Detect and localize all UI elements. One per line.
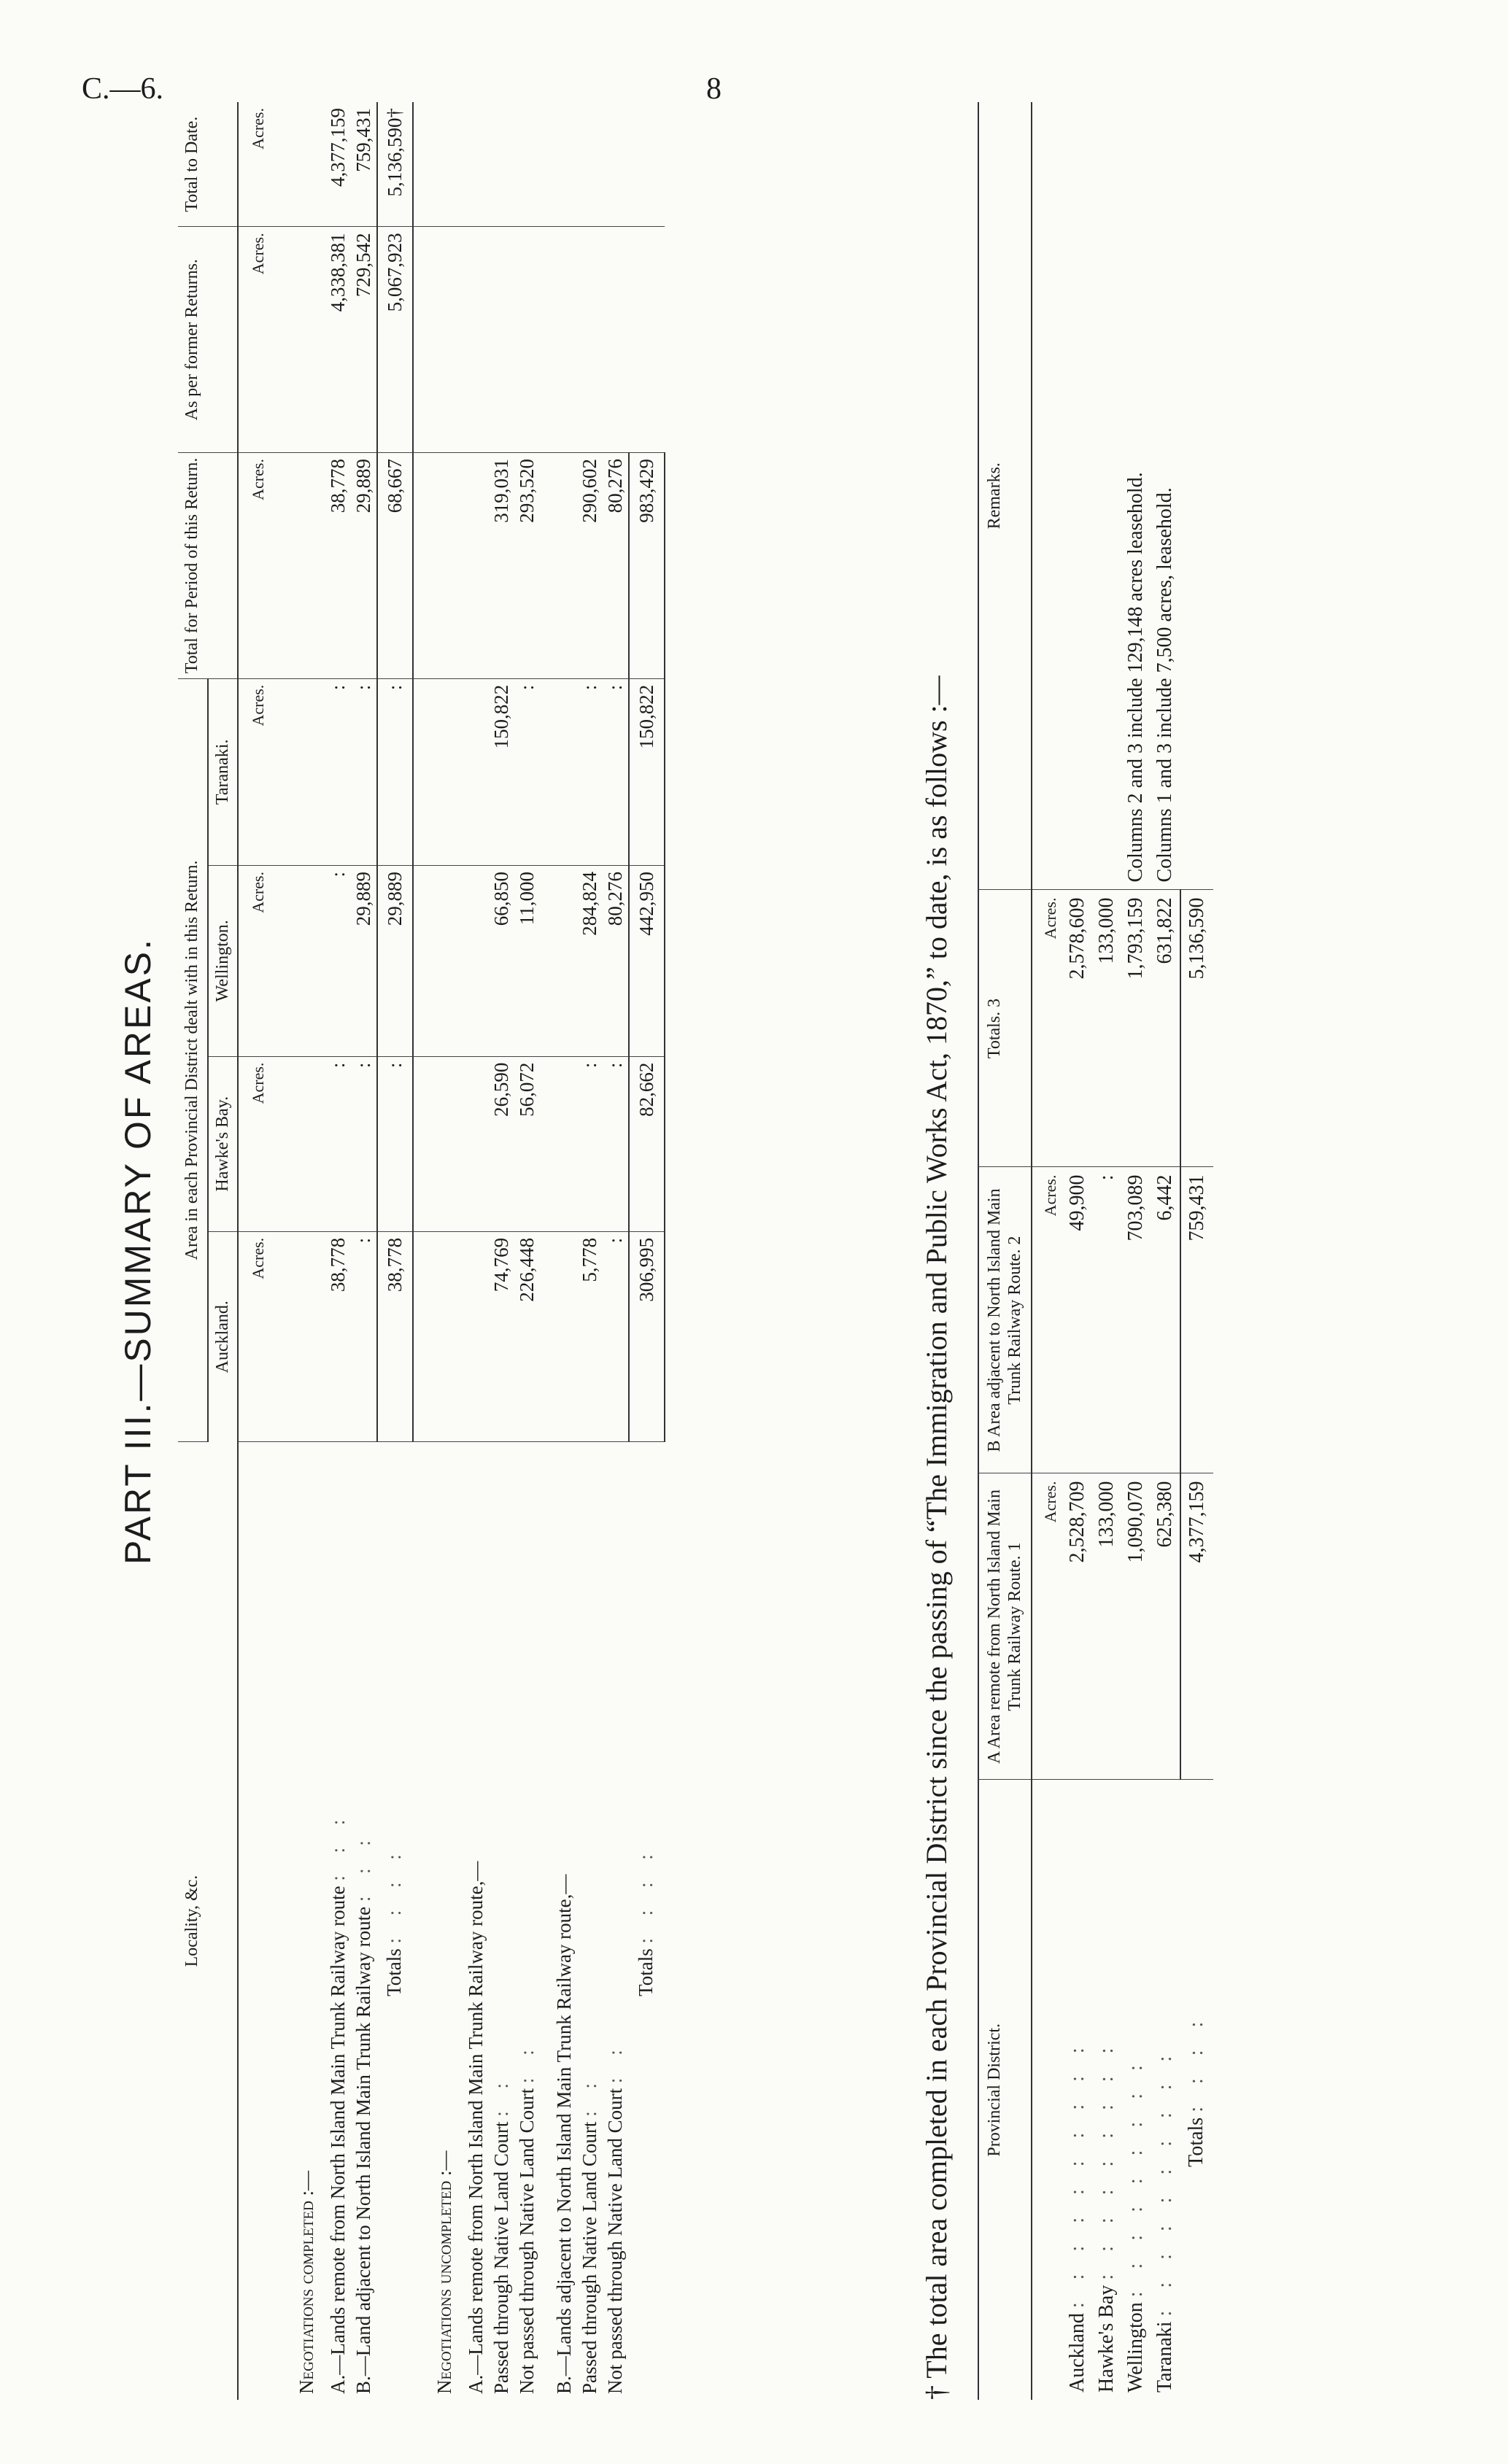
cell-taranaki: : — [577, 678, 603, 865]
cell-area-a: 4,377,159 — [1180, 1473, 1213, 1780]
cell-auckland: : — [351, 1231, 377, 1441]
cell-total-period: 68,667 — [377, 453, 413, 679]
page-title: PART III.—SUMMARY OF AREAS. — [117, 937, 158, 1565]
cell-former-returns: 729,542 — [351, 227, 377, 453]
cell-auckland: 74,769 — [489, 1231, 514, 1441]
cell-wellington: 80,276 — [603, 865, 629, 1056]
cell-hawkes-bay: : — [351, 1056, 377, 1231]
cell-total-period: 983,429 — [629, 453, 665, 679]
cell-hawkes-bay: : — [377, 1056, 413, 1231]
totals-label: Totals : : : : — [383, 1845, 406, 1996]
cell-area-b: 703,089 — [1121, 1167, 1151, 1473]
district-totals-table — [978, 102, 1213, 2400]
totals-row — [629, 102, 665, 2400]
district-name: Hawke's Bay : : : : : : : : : — [1095, 2039, 1118, 2393]
uncompleted-b-label: B.—Lands adjacent to North Island Main Trunk Railway route,— — [553, 1874, 576, 2394]
units-row — [238, 102, 275, 2400]
col-header-district: Provincial District. — [978, 1780, 1032, 2400]
cell-area-b: 759,431 — [1180, 1167, 1213, 1473]
cell-total-period: 319,031 — [489, 453, 514, 679]
cell-remarks: Columns 2 and 3 include 129,148 acres leasehold. — [1121, 102, 1151, 890]
cell-total-period: 29,889 — [351, 453, 377, 679]
cell-total: 2,578,609 — [1063, 890, 1092, 1167]
cell-taranaki: : — [325, 678, 351, 865]
col-header-former-returns: As per former Returns. — [178, 227, 238, 453]
cell-area-a: 133,000 — [1092, 1473, 1121, 1780]
cell-area-b: 49,900 — [1063, 1167, 1092, 1473]
cell-total-period: 38,778 — [325, 453, 351, 679]
cell-hawkes-bay: : — [325, 1056, 351, 1231]
cell-wellington: 442,950 — [629, 865, 665, 1056]
table-row — [1063, 102, 1092, 2400]
section-heading-row — [275, 102, 325, 2400]
cell-wellington: 29,889 — [351, 865, 377, 1056]
cell-taranaki: 150,822 — [489, 678, 514, 865]
unit-label: Acres. — [238, 678, 275, 865]
subsection-heading-row — [463, 102, 489, 2400]
cell-remarks — [1092, 102, 1121, 890]
district-name: Taranaki : : : : : : : : : : — [1153, 2047, 1177, 2393]
totals-row — [377, 102, 413, 2400]
totals-label: Totals : : : : — [1185, 2012, 1208, 2167]
uncompleted-a-label: A.—Lands remote from North Island Main Trunk Railway route,— — [465, 1861, 487, 2394]
unit-label: Acres. — [1032, 1473, 1063, 1780]
col-header-area-b: B Area adjacent to North Island Main Trunk Railway Route. 2 — [978, 1167, 1032, 1473]
cell-hawkes-bay: : — [603, 1056, 629, 1231]
col-header-total-period: Total for Period of this Return. — [178, 453, 238, 679]
cell-total: 631,822 — [1151, 890, 1180, 1167]
col-header-total-to-date: Total to Date. — [178, 102, 238, 227]
row-label: Not passed through Native Land Court : : — [604, 2041, 627, 2394]
cell-taranaki: : — [514, 678, 540, 865]
cell-hawkes-bay: : — [577, 1056, 603, 1231]
table-row — [351, 102, 377, 2400]
col-header-taranaki: Taranaki. — [208, 678, 239, 865]
cell-area-a: 2,528,709 — [1063, 1473, 1092, 1780]
unit-label: Acres. — [238, 1231, 275, 1441]
cell-taranaki: : — [377, 678, 413, 865]
cell-total-period: 293,520 — [514, 453, 540, 679]
unit-label: Acres. — [238, 227, 275, 453]
col-header-locality: Locality, &c. — [178, 1442, 238, 2400]
cell-area-b: : — [1092, 1167, 1121, 1473]
table-row — [325, 102, 351, 2400]
cell-hawkes-bay: 26,590 — [489, 1056, 514, 1231]
cell-total: 1,793,159 — [1121, 890, 1151, 1167]
units-row — [1032, 102, 1063, 2400]
table-row — [577, 102, 603, 2400]
unit-label: Acres. — [238, 865, 275, 1056]
row-label: Passed through Native Land Court : : — [579, 2074, 601, 2394]
row-label: A.—Lands remote from North Island Main Trunk Railway route : : : — [327, 1810, 349, 2394]
district-name: Auckland : : : : : : : : : : — [1066, 2039, 1089, 2393]
table-row — [603, 102, 629, 2400]
unit-label: Acres. — [238, 102, 275, 227]
rotated-page-content — [117, 102, 1401, 2400]
cell-taranaki: : — [603, 678, 629, 865]
cell-total-period: 290,602 — [577, 453, 603, 679]
table-header-row — [978, 102, 1032, 2400]
cell-total: 133,000 — [1092, 890, 1121, 1167]
cell-wellington: 66,850 — [489, 865, 514, 1056]
cell-former-returns: 4,338,381 — [325, 227, 351, 453]
cell-wellington: 29,889 — [377, 865, 413, 1056]
cell-taranaki: : — [351, 678, 377, 865]
cell-area-b: 6,442 — [1151, 1167, 1180, 1473]
cell-auckland: 38,778 — [325, 1231, 351, 1441]
cell-auckland: : — [603, 1231, 629, 1441]
col-header-hawkes-bay: Hawke's Bay. — [208, 1056, 239, 1231]
totals-label: Totals : : : : — [635, 1845, 657, 1996]
cell-total-to-date: 4,377,159 — [325, 102, 351, 227]
page-number: 8 — [706, 72, 722, 106]
cell-auckland: 306,995 — [629, 1231, 665, 1441]
unit-label: Acres. — [1032, 1167, 1063, 1473]
cell-total-to-date: 5,136,590† — [377, 102, 413, 227]
table-row — [1151, 102, 1180, 2400]
table-row — [514, 102, 540, 2400]
cell-wellington: : — [325, 865, 351, 1056]
cell-area-a: 625,380 — [1151, 1473, 1180, 1780]
row-label: B.—Land adjacent to North Island Main Trunk Railway route : : : — [352, 1832, 375, 2394]
table-header-row — [178, 102, 208, 2400]
uncompleted-heading: Negotiations uncompleted :— — [433, 2150, 456, 2394]
cell-wellington: 11,000 — [514, 865, 540, 1056]
unit-label: Acres. — [1032, 890, 1063, 1167]
cell-hawkes-bay: 56,072 — [514, 1056, 540, 1231]
footnote-text: † The total area completed in each Provincial District since the passing of “The Immigration and Public Works Act, 1870,” to date, is as follows :— — [920, 675, 953, 2400]
cell-auckland: 5,778 — [577, 1231, 603, 1441]
cell-former-returns: 5,067,923 — [377, 227, 413, 453]
row-label: Passed through Native Land Court : : — [490, 2074, 513, 2394]
table-row — [1092, 102, 1121, 2400]
district-name: Wellington : : : : : : : : : — [1124, 2056, 1148, 2393]
cell-taranaki: 150,822 — [629, 678, 665, 865]
cell-total-period: 80,276 — [603, 453, 629, 679]
document-reference: C.—6. — [82, 72, 164, 106]
cell-remarks: Columns 1 and 3 include 7,500 acres, leasehold. — [1151, 102, 1180, 890]
col-header-totals: Totals. 3 — [978, 890, 1032, 1167]
cell-total-to-date: 759,431 — [351, 102, 377, 227]
cell-remarks — [1063, 102, 1092, 890]
cell-total: 5,136,590 — [1180, 890, 1213, 1167]
cell-area-a: 1,090,070 — [1121, 1473, 1151, 1780]
col-header-area-a: A Area remote from North Island Main Trunk Railway Route. 1 — [978, 1473, 1032, 1780]
col-header-wellington: Wellington. — [208, 865, 239, 1056]
table-row — [1121, 102, 1151, 2400]
col-header-area-group: Area in each Provincial District dealt with in this Return. — [178, 678, 208, 1441]
cell-wellington: 284,824 — [577, 865, 603, 1056]
summary-of-areas-table — [178, 102, 665, 2400]
row-label: Not passed through Native Land Court : : — [516, 2041, 538, 2394]
subsection-heading-row — [540, 102, 577, 2400]
cell-auckland: 38,778 — [377, 1231, 413, 1441]
completed-heading: Negotiations completed :— — [295, 2170, 318, 2394]
section-heading-row — [413, 102, 463, 2400]
col-header-auckland: Auckland. — [208, 1231, 239, 1441]
col-header-remarks: Remarks. — [978, 102, 1032, 890]
unit-label: Acres. — [238, 1056, 275, 1231]
cell-hawkes-bay: 82,662 — [629, 1056, 665, 1231]
unit-label: Acres. — [238, 453, 275, 679]
cell-auckland: 226,448 — [514, 1231, 540, 1441]
totals-row — [1180, 102, 1213, 2400]
table-row — [489, 102, 514, 2400]
